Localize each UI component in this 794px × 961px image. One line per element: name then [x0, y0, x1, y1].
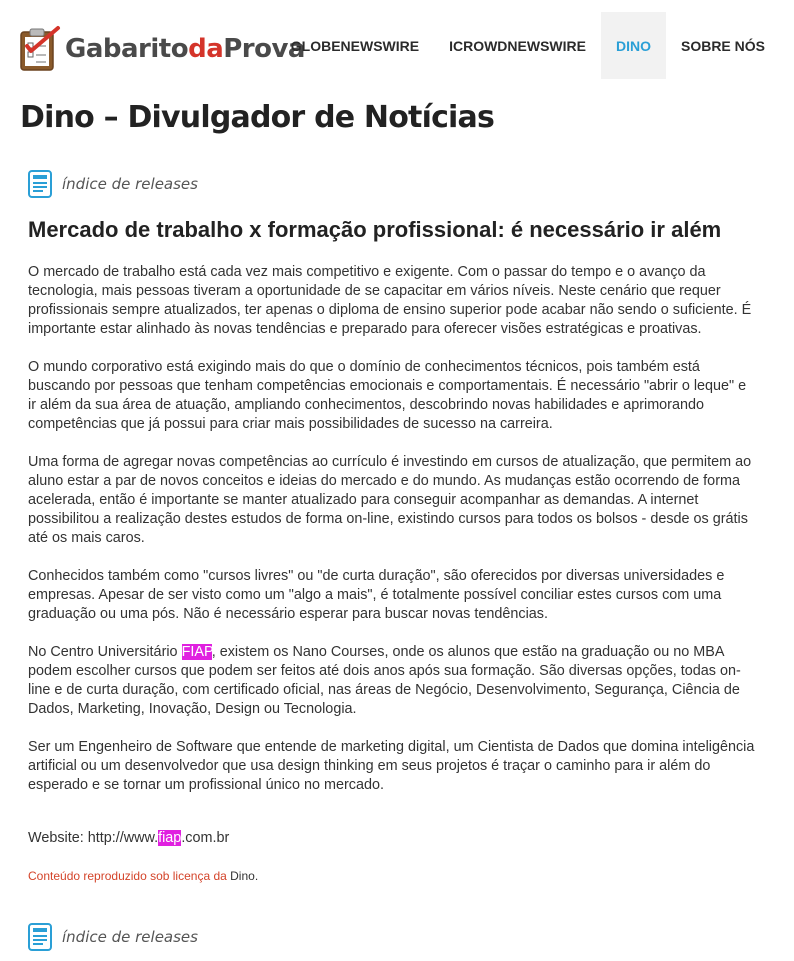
site-header: [0, 0, 794, 95]
article-body: [28, 263, 758, 814]
paragraph-5-end: , existem os Nano Courses, onde os alunos que estão na graduação ou no MBA podem escolher cursos que podem ser feitos até dois anos após sua formação. São diversas opções, todas on-line e de curta duração, com certificado oficial, nas áreas de Negócio, Desenvolvimento, Segurança, Ciência de Dados, Marketing, Inovação, Design ou Tecnologia.: [28, 644, 741, 717]
main-nav: [276, 12, 780, 79]
logo-text-part2: da: [188, 34, 224, 64]
releases-index-label: índice de releases: [62, 175, 198, 193]
releases-index-link-bottom[interactable]: [28, 923, 198, 951]
nav-item-sobre-nos[interactable]: SOBRE NÓS: [680, 37, 765, 54]
website-label: Website: http://www.: [28, 830, 159, 846]
page-title: Dino – Divulgador de Notícias: [20, 100, 495, 135]
article-title: Mercado de trabalho x formação profissional: é necessário ir além: [28, 217, 722, 242]
paragraph-5-start: No Centro Universitário: [28, 644, 182, 660]
nav-item-dino[interactable]: DINO: [601, 12, 666, 79]
article-paragraph-2: O mundo corporativo está exigindo mais do que o domínio de conhecimentos técnicos, pois também está buscando por pessoas que tenham competências emocionais e comportamentais. É necessário "abrir o leque" e ir além da sua área de atuação, ampliando conhecimentos, descobrindo novas habilidades e aprimorando competências que já possui para criar mais possibilidades de sucesso na carreira.: [28, 359, 747, 432]
nav-item-globenewswire[interactable]: GLOBENEWSWIRE: [290, 37, 420, 54]
highlight-fiap: FIAP: [181, 644, 212, 660]
website-highlight: fiap: [158, 830, 182, 846]
article-paragraph-5: [28, 643, 758, 719]
document-icon: [28, 170, 52, 198]
website-suffix: .com.br: [181, 830, 230, 846]
license-text: Conteúdo reproduzido sob licença da: [28, 869, 231, 883]
logo-text-part1: Gabarito: [65, 34, 189, 64]
license-note: [28, 869, 258, 883]
logo-text-part3: Prova: [223, 34, 305, 64]
license-dino-link[interactable]: Dino: [230, 869, 255, 883]
releases-index-label: índice de releases: [62, 928, 198, 946]
logo-text: [65, 34, 305, 64]
site-logo[interactable]: [17, 24, 305, 74]
document-icon: [28, 923, 52, 951]
license-period: .: [254, 869, 259, 883]
article-paragraph-4: Conhecidos também como "cursos livres" ou "de curta duração", são oferecidos por diversas universidades e empresas. Apesar de ser visto como um "algo a mais", é totalmente possível conciliar estes cursos com uma graduação ou uma pós. Não é necessário esperar para buscar novas tendências.: [28, 568, 725, 622]
releases-index-link-top[interactable]: [28, 170, 198, 198]
website-line: [28, 830, 229, 846]
article-paragraph-1: O mercado de trabalho está cada vez mais competitivo e exigente. Com o passar do tempo e o avanço da tecnologia, mais pessoas tiveram a oportunidade de se capacitar em vários níveis. Neste cenário que requer profissionais sempre atualizados, ter apenas o diploma de ensino superior pode acabar não sendo o suficiente. É importante estar alinhado às novas tendências e preparado para oferecer visões estratégicas e proativas.: [28, 264, 752, 337]
nav-item-icrowdnewswire[interactable]: ICROWDNEWSWIRE: [449, 37, 586, 54]
article-paragraph-6: Ser um Engenheiro de Software que entende de marketing digital, um Cientista de Dados que domina inteligência artificial ou um desenvolvedor que usa design thinking em seus projetos é traçar o caminho para ir além do esperado e se tornar um profissional único no mercado.: [28, 739, 755, 793]
article-paragraph-3: Uma forma de agregar novas competências ao currículo é investindo em cursos de atualização, que permitem ao aluno estar a par de novos conceitos e ideias do mercado e do mundo. As mudanças estão ocorrendo de forma acelerada, então é importante se manter atualizado para conseguir acompanhar as demandas. A internet possibilitou a realização destes estudos de forma on-line, existindo cursos para todos os bolsos - desde os grátis até os mais caros.: [28, 454, 752, 546]
clipboard-check-icon: [17, 24, 61, 74]
